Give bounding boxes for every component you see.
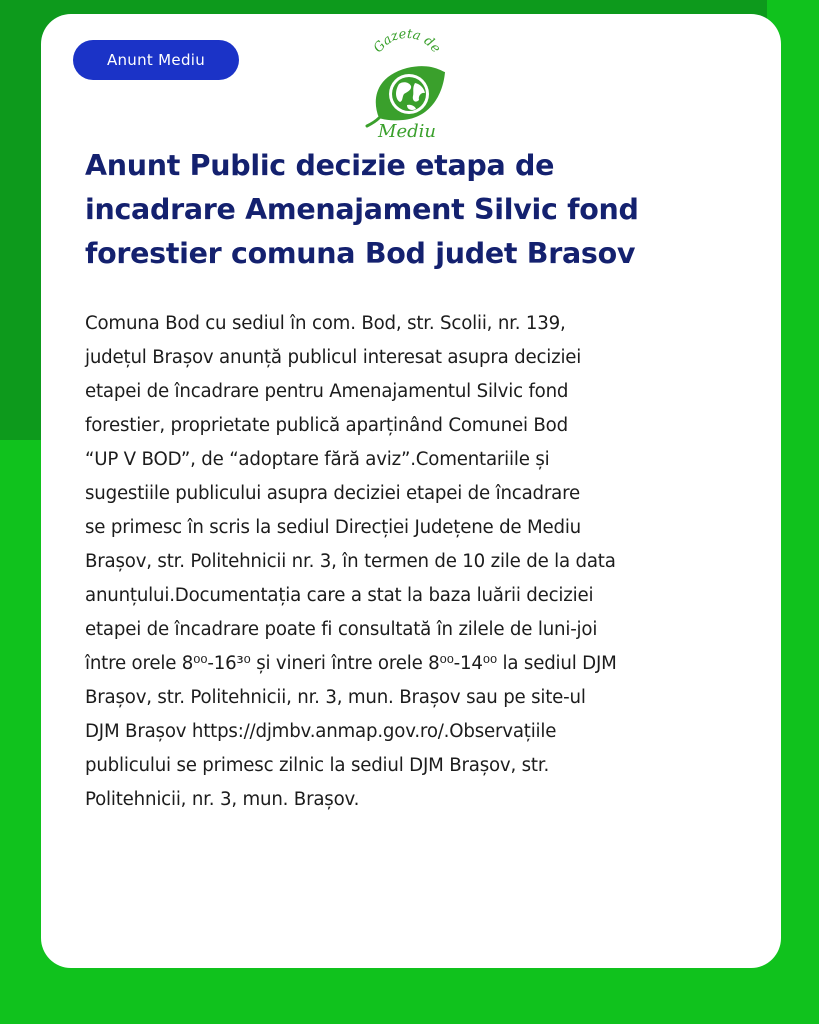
body-line: sugestiile publicului asupra deciziei etapei de încadrare (85, 483, 580, 504)
body-line: Brașov, str. Politehnicii nr. 3, în termen de 10 zile de la data (85, 551, 616, 572)
announcement-title (85, 144, 745, 276)
body-line: etapei de încadrare pentru Amenajamentul Silvic fond (85, 381, 569, 402)
body-line: se primesc în scris la sediul Direcției Județene de Mediu (85, 517, 582, 538)
body-line: Politehnicii, nr. 3, mun. Brașov. (85, 789, 360, 810)
logo-text-bottom: Mediu (378, 121, 436, 142)
body-line: Brașov, str. Politehnicii, nr. 3, mun. Brașov sau pe site-ul (85, 687, 586, 708)
announcement-card (41, 14, 781, 968)
body-line: Comuna Bod cu sediul în com. Bod, str. Scolii, nr. 139, (85, 313, 566, 334)
category-badge[interactable]: Anunt Mediu (73, 40, 239, 80)
gazeta-de-mediu-logo (357, 26, 457, 142)
title-line: incadrare Amenajament Silvic fond (85, 193, 639, 226)
body-line: între orele 8⁰⁰-16³⁰ și vineri între orele 8⁰⁰-14⁰⁰ la sediul DJM (85, 653, 617, 674)
globe-leaf-icon (357, 26, 457, 142)
title-line: Anunt Public decizie etapa de (85, 149, 555, 182)
body-line: “UP V BOD”, de “adoptare fără aviz”.Comentariile și (85, 449, 550, 470)
body-line[interactable]: DJM Brașov https://djmbv.anmap.gov.ro/.Observațiile (85, 721, 557, 742)
svg-text:Gazeta de (371, 27, 444, 56)
body-line: anunțului.Documentația care a stat la baza luării deciziei (85, 585, 594, 606)
body-line: forestier, proprietate publică aparținând Comunei Bod (85, 415, 568, 436)
title-line: forestier comuna Bod judet Brasov (85, 237, 636, 270)
body-line: publicului se primesc zilnic la sediul DJM Brașov, str. (85, 755, 550, 776)
body-line: județul Brașov anunță publicul interesat asupra deciziei (85, 347, 582, 368)
body-line: etapei de încadrare poate fi consultată în zilele de luni-joi (85, 619, 598, 640)
logo-text-top: Gazeta de (370, 26, 444, 56)
announcement-body (85, 307, 745, 817)
